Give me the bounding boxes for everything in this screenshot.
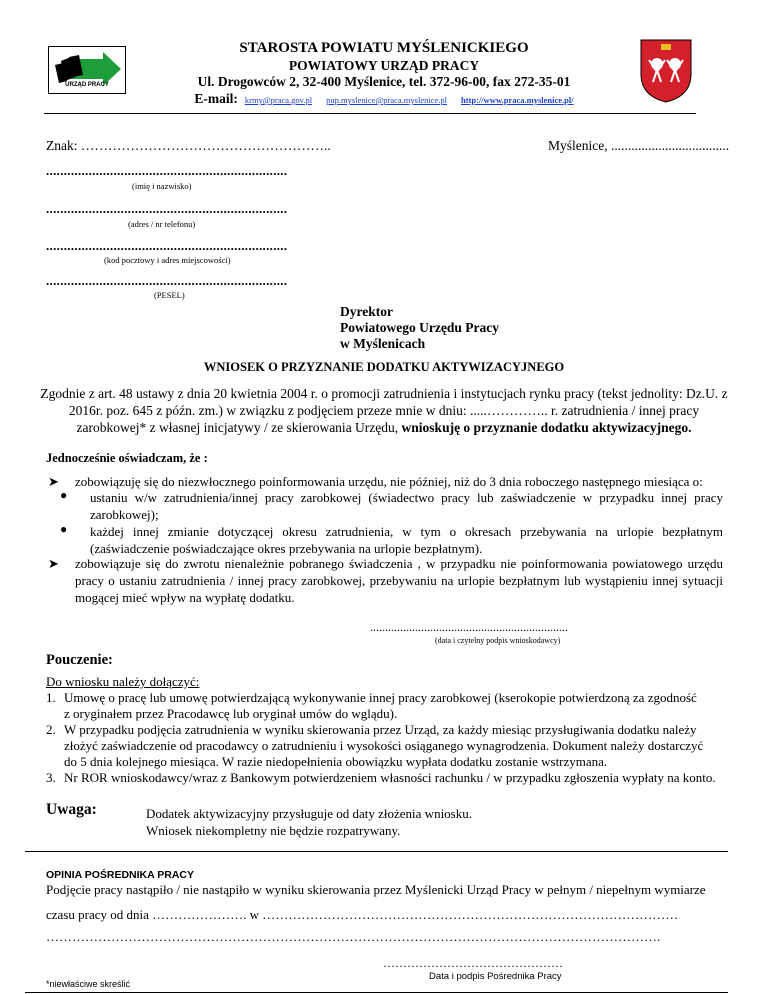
header-title-2: POWIATOWY URZĄD PRACY	[288, 58, 480, 73]
attachment-3-line-1: Nr ROR wnioskodawcy/wraz z Bankowym potwierdzeniem własności rachunku / w przypadku zgłoszenia wypłaty na konto.	[64, 770, 716, 785]
opinion-divider	[25, 851, 728, 852]
place-date: Myślenice, ...................................	[548, 138, 730, 153]
applicant-address-label: (adres / nr telefonu)	[128, 219, 196, 229]
arrow-bullet-icon: ➤	[48, 474, 59, 489]
applicant-pesel-field[interactable]: ....................................................................	[46, 273, 288, 288]
recipient-line-2: Powiatowego Urzędu Pracy	[340, 320, 499, 335]
email-link-2[interactable]: pup.myslenice@praca.myslenice.pl	[326, 95, 447, 105]
header-contact	[130, 90, 638, 108]
applicant-pesel-label: (PESEL)	[154, 290, 185, 300]
note-line-1: Dodatek aktywizacyjny przysługuje od daty złożenia wniosku.	[146, 806, 472, 821]
header-address: Ul. Drogowców 2, 32-400 Myślenice, tel. 372-96-00, fax 272-35-01	[197, 74, 571, 89]
declaration-1b-line-2: (zaświadczenie poświadczające okres przebywania na urlopie bezpłatnym).	[90, 541, 483, 556]
applicant-signature-label: (data i czytelny podpis wnioskodawcy)	[435, 636, 561, 645]
applicant-postal-label: (kod pocztowy i adres miejscowości)	[104, 255, 231, 265]
footnote: *niewłaściwe skreślić	[46, 979, 131, 989]
applicant-signature-field[interactable]: ..................................................................	[370, 620, 568, 634]
declaration-1: zobowiązuję się do niezwłocznego poinformowania urzędu, nie później, niż do 3 dnia roboczego następnego miesiąca o:	[75, 474, 703, 489]
intro-request: wnioskuję o przyznanie dodatku aktywizacyjnego.	[401, 420, 692, 435]
office-logo	[48, 46, 126, 94]
logo-caption: URZĄD PRACY	[65, 82, 109, 88]
declaration-1a-line-2: zarobkowej);	[90, 507, 159, 522]
opinion-line-1: Podjęcie pracy nastąpiło / nie nastąpiło w wyniku skierowania przez Myślenicki Urząd Pracy w pełnym / niepełnym wymiarze	[46, 882, 706, 897]
coat-of-arms-icon	[637, 36, 695, 104]
attachment-3-number: 3.	[46, 770, 56, 785]
attachment-2-number: 2.	[46, 722, 56, 737]
declaration-1a-line-1: ustaniu w/w zatrudnienia/innej pracy zarobkowej (świadectwo pracy lub zaświadczenie w przypadku innej pracy	[90, 490, 723, 505]
attachment-1-number: 1.	[46, 690, 56, 705]
declaration-heading: Jednocześnie oświadczam, że :	[46, 451, 208, 465]
note-label: Uwaga:	[46, 801, 97, 818]
declaration-2-line-2: pracy o ustaniu zatrudnienia / innej pracy zarobkowej, przebywaniu na urlopie bezpłatnym lub wystąpieniu innej sytuacji	[75, 573, 723, 588]
email-link-1[interactable]: krmy@praca.gov.pl	[244, 95, 313, 105]
opinion-line-2[interactable]: czasu pracy od dnia …………………. w ……………………………………………………………………………………	[46, 907, 679, 922]
arrow-bullet-icon: ➤	[48, 556, 59, 571]
opinion-line-3[interactable]: …………………………………………………………………………………………………………………………….	[46, 929, 661, 944]
declaration-2-line-1: zobowiązuje się do zwrotu nienależnie pobranego świadczenia , w przypadku nie poinformowania powiatowego urzędu	[75, 556, 723, 571]
bottom-divider	[25, 992, 728, 993]
declaration-1b-line-1: każdej innej zmianie dotyczącej okresu zatrudnienia, w tym o okresach przebywania na urlopie bezpłatnym	[90, 524, 723, 539]
attachment-2-line-3: do 5 dnia kolejnego miesiąca. W razie niedopełnienia obowiązku wypłata dodatku zostanie wstrzymana.	[64, 754, 608, 769]
intro-line-3	[30, 419, 738, 436]
attachment-1-line-2: z oryginałem przez Pracodawcę lub oryginał umów do wglądu).	[64, 706, 398, 721]
attachment-2-line-2: złożyć zaświadczenie od pracodawcy o zatrudnieniu i wysokości osiąganego wynagrodzenia. Dokument należy dostarczyć	[64, 738, 704, 753]
applicant-name-label: (imię i nazwisko)	[132, 181, 192, 191]
opinion-heading: OPINIA POŚREDNIKA PRACY	[46, 869, 194, 881]
intro-line-2: 2016r. poz. 645 z późn. zm.) w związku z podjęciem przeze mnie w dniu: .....………….. r. zatrudnienia / innej pracy	[68, 403, 700, 418]
dot-bullet-icon: ●	[60, 522, 68, 536]
applicant-postal-field[interactable]: ....................................................................	[46, 238, 288, 253]
form-title: WNIOSEK O PRZYZNANIE DODATKU AKTYWIZACYJNEGO	[203, 360, 565, 374]
header-divider	[44, 113, 696, 114]
note-line-2: Wniosek niekompletny nie będzie rozpatrywany.	[146, 823, 401, 838]
attachment-2-line-1: W przypadku podjęcia zatrudnienia w wyniku skierowania przez Urząd, za każdy miesiąc przysługiwania dodatku należy	[64, 722, 697, 737]
recipient-line-1: Dyrektor	[340, 304, 393, 319]
header-title-1: STAROSTA POWIATU MYŚLENICKIEGO	[239, 40, 529, 56]
applicant-name-field[interactable]: ....................................................................	[46, 163, 288, 178]
applicant-address-field[interactable]: ....................................................................	[46, 201, 288, 216]
intro-line-1: Zgodnie z art. 48 ustawy z dnia 20 kwietnia 2004 r. o promocji zatrudnienia i instytucjach rynku pracy (tekst jednolity: Dz.U. z	[40, 386, 728, 401]
recipient-line-3: w Myślenicach	[340, 336, 426, 351]
email-label: E-mail:	[194, 91, 238, 106]
reference-number: Znak: ………………………………………………..	[46, 138, 331, 153]
declaration-2-line-3: mogącej mieć wpływ na wypłatę dodatku.	[75, 590, 295, 605]
dot-bullet-icon: ●	[60, 488, 68, 502]
counselor-signature-label: Data i podpis Pośrednika Pracy	[429, 971, 562, 982]
counselor-signature-field[interactable]: ………………………………………	[383, 956, 563, 970]
attachment-1-line-1: Umowę o pracę lub umowę potwierdzającą wykonywanie innej pracy zarobkowej (kserokopie potwierdzoną za zgodność	[64, 690, 697, 705]
instruction-heading: Pouczenie:	[46, 652, 113, 668]
attachments-heading: Do wniosku należy dołączyć:	[46, 674, 200, 689]
website-link[interactable]: http://www.praca.myslenice.pl/	[461, 95, 574, 105]
intro-line-3-text: zarobkowej* z własnej inicjatywy / ze skierowania Urzędu,	[76, 420, 402, 435]
